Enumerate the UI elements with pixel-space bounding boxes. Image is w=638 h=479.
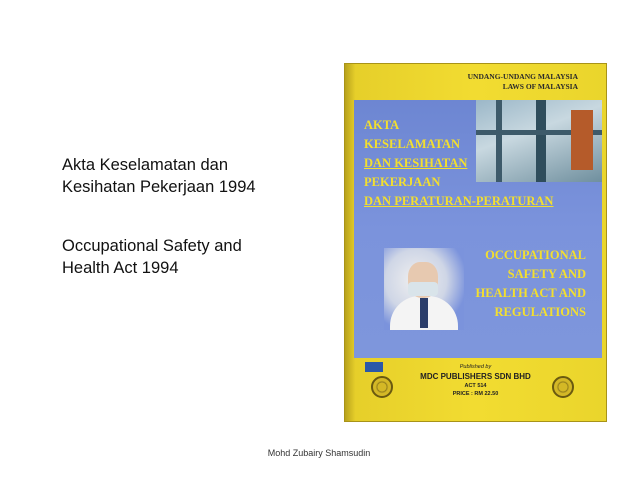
cover-english-line: SAFETY AND xyxy=(507,267,586,281)
cover-malay-title xyxy=(364,116,553,211)
cover-english-line: HEALTH ACT AND xyxy=(475,286,586,300)
publisher-name: MDC PUBLISHERS SDN BHD xyxy=(420,372,531,381)
book-cover-image xyxy=(344,63,607,422)
cover-english-line: REGULATIONS xyxy=(494,305,586,319)
published-by-label: Published by xyxy=(459,364,492,370)
cover-malay-line: KESELAMATAN xyxy=(364,137,461,151)
book-price: PRICE : RM 22.50 xyxy=(452,391,499,397)
cover-panel xyxy=(354,100,602,358)
malay-act-title-line2: Kesihatan Pekerjaan 1994 xyxy=(62,178,256,196)
cover-english-line: OCCUPATIONAL xyxy=(485,248,586,262)
cover-english-title xyxy=(476,246,586,322)
slide-footer-author: Mohd Zubairy Shamsudin xyxy=(267,448,371,458)
book-header-line2: LAWS OF MALAYSIA xyxy=(502,82,578,91)
malay-act-title xyxy=(62,154,256,198)
english-act-title-line2: Health Act 1994 xyxy=(62,259,179,277)
doctor-photo xyxy=(384,248,464,330)
malay-act-title-line1: Akta Keselamatan dan xyxy=(62,156,229,174)
english-act-title xyxy=(62,235,242,279)
cover-malay-line: DAN KESIHATAN xyxy=(364,156,468,170)
english-act-title-line1: Occupational Safety and xyxy=(62,237,242,255)
cover-malay-line: DAN PERATURAN-PERATURAN xyxy=(364,194,554,208)
cover-malay-line: AKTA xyxy=(364,118,400,132)
book-header-line1: UNDANG-UNDANG MALAYSIA xyxy=(467,72,578,81)
act-number: ACT 514 xyxy=(464,383,487,389)
publisher-info xyxy=(345,364,606,397)
cover-malay-line: PEKERJAAN xyxy=(364,175,441,189)
